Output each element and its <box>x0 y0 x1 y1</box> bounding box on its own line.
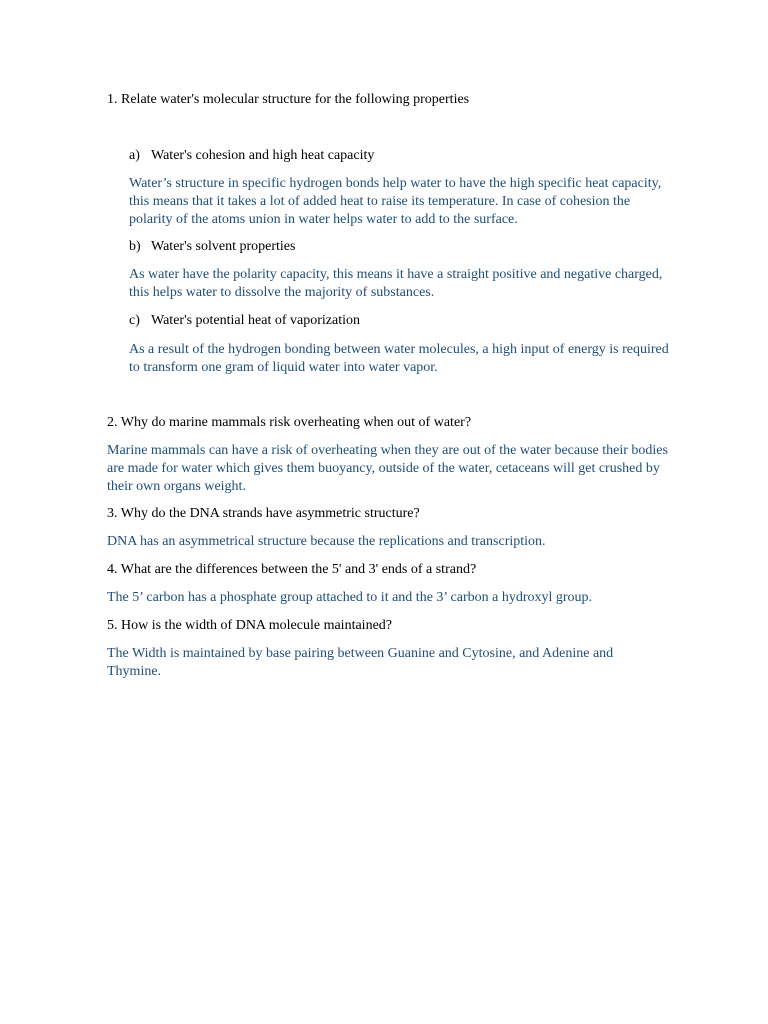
answer-1a: Water’s structure in specific hydrogen bonds help water to have the high specific heat capacity, this means that it takes a lot of added heat to raise its temperature. In case of cohesion the polarity of the atoms union in water helps water to add to the surface. <box>129 176 662 227</box>
answer-5: The Width is maintained by base pairing between Guanine and Cytosine, and Adenine and Thymine. <box>107 646 614 679</box>
question-5: 5. How is the width of DNA molecule maintained? <box>107 618 392 633</box>
question-1a-marker: a) <box>129 148 140 163</box>
question-1c <box>129 312 360 330</box>
question-1c-marker: c) <box>129 313 140 328</box>
answer-2: Marine mammals can have a risk of overheating when they are out of the water because their bodies are made for water which gives them buoyancy, outside of the water, cetaceans will get crushed by their own organs weight. <box>107 443 668 494</box>
question-1b <box>129 238 295 256</box>
question-1a-text: Water's cohesion and high heat capacity <box>151 148 375 163</box>
answer-4: The 5’ carbon has a phosphate group attached to it and the 3’ carbon a hydroxyl group. <box>107 590 593 605</box>
question-1b-marker: b) <box>129 239 141 254</box>
answer-1b: As water have the polarity capacity, this means it have a straight positive and negative charged, this helps water to dissolve the majority of substances. <box>129 267 663 300</box>
question-3: 3. Why do the DNA strands have asymmetric structure? <box>107 506 420 521</box>
question-1c-text: Water's potential heat of vaporization <box>151 313 360 328</box>
question-1a <box>129 147 374 165</box>
question-1: 1. Relate water's molecular structure for the following properties <box>107 92 470 107</box>
question-2: 2. Why do marine mammals risk overheating when out of water? <box>107 415 472 430</box>
question-1b-text: Water's solvent properties <box>151 239 296 254</box>
question-4: 4. What are the differences between the 5' and 3' ends of a strand? <box>107 562 477 577</box>
answer-3: DNA has an asymmetrical structure because the replications and transcription. <box>107 534 546 549</box>
answer-1c: As a result of the hydrogen bonding between water molecules, a high input of energy is required to transform one gram of liquid water into water vapor. <box>129 342 669 375</box>
